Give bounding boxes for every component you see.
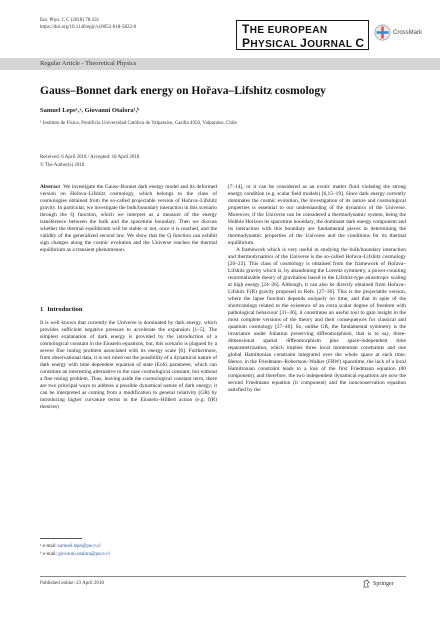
springer-logo (362, 579, 394, 588)
paragraph: A framework which is very useful in studying the bulk/boundary interaction and thermodynamics of the Universe is the so-called Hořava–Lifshitz cosmology [20–23]. This class of cosmology is obtained from the framework of Hořava–Lifshitz gravity which is, by abandoning the Lorentz symmetry, a power-counting renormalizable theory of gravitation based in the Lifshitz-type anisotropic scaling at high energy [24–26]. Although, it can also be directly obtained from Hořava–Lifshitz F(R) gravity proposed in Refs. [27–30]. This is the projectable version, where the lapse function depends uniquely on time, and that in spite of the shortcomings related to the existence of an extra scalar degree of freedom with pathological behaviour [31–36], it constitutes an useful tool to gain insight in the most complete versions of the theory and their consequences for classical and quantum cosmology [37–46]. So, unlike GR, the fundamental symmetry is the invariance under foliation preserving diffeomorphism, that is to say, three-dimensional spatial diffeomorphism plus space-independent time reparametrization, which implies three local momentum constraints and one global Hamiltonian constraint integrated over the whole space at each time. Hence, in the Friedmann–Robertson–Walker (FRW) spacetime, the lack of a local Hamiltonian constraint leads to a loss of the first Friedmann equation (00 component), and therefore, the two independent dynamical equations are now the second Friedmann equation (ii component) and the nonconservation equation satisfied by the (228, 247, 406, 393)
article-type-bar (0, 58, 440, 70)
journal-name-line2: PHYSICAL JOURNAL C (242, 36, 365, 50)
doi-link[interactable]: https://doi.org/10.1140/epjc/s10052-018-5822-0 (40, 25, 137, 30)
footnote-divider (40, 538, 82, 539)
journal-ref (40, 17, 136, 31)
email-link-otalora[interactable]: giovanni.otalora@pucv.cl (58, 552, 110, 557)
springer-horse-icon (362, 579, 371, 588)
footnote-b: ᵇ e-mail: giovanni.otalora@pucv.cl (40, 552, 110, 557)
received-accepted-dates: Received: 6 April 2018 / Accepted: 18 April 2018 (40, 155, 140, 160)
authors: Samuel Lepe¹,ᵃ, Giovanni Otalora¹,ᵇ (40, 107, 140, 114)
section-number: 1 (40, 306, 44, 313)
right-column (228, 184, 406, 394)
section-title: Introduction (47, 306, 83, 313)
published-date: Published online: 23 April 2018 (40, 581, 104, 586)
journal-logo-box (236, 20, 369, 50)
email-link-lepe[interactable]: samuel.lepe@pucv.cl (58, 544, 101, 549)
journal-citation: Eur. Phys. J. C (2018) 78:331 (40, 18, 100, 23)
affiliation: ¹ Instituto de Física, Pontificia Universidad Católica de Valparaíso, Casilla 4950, Valparaíso, Chile (40, 121, 237, 126)
springer-label: Springer (373, 580, 394, 587)
abstract (40, 184, 217, 254)
journal-name-line1: THE EUROPEAN (242, 22, 328, 36)
introduction-text: It is well known that currently the Universe is dominated by dark energy, which provides sufficient negative pressure to accelerate the expansion [1–5]. The simplest explanation of dark energy is provided by the introduction of a cosmological constant in the Einstein equations, but, this scenario is plagued by a severe fine tuning problem associated with its energy scale [6]. Furthermore, from observational data, it is not ruled out the possibility of a dynamical nature of dark energy with time dependent equation of state (EoS) parameter, which can constitute an interesting alternative to the case cosmological constant, but without a fine tuning problem. Thus, leaving aside the cosmological constant term, there are two principal ways to address a possible dynamical nature of dark energy; it can be interpreted as coming from a modification to general relativity (GR) by introducing higher curvature terms in the Einstein–Hilbert action (e.g. f(R) theories) (40, 320, 217, 410)
article-title: Gauss–Bonnet dark energy on Hořava–Lifshitz cosmology (40, 85, 326, 97)
crossmark-label: CrossMark (393, 29, 423, 36)
paragraph: [7–14], or it can be considered as an exotic matter fluid violating the strong energy condition (e.g. scalar field models) [6,15–19]. Since dark energy currently dominates the cosmic evolution, the investigation of its nature and cosmological properties is essential to our understanding of the dynamics of the Universe. Moreover, if the Universe can be considered a thermodynamic system, being the Hubble Horizon its spacetime boundary, the dominant dark energy component and its interaction with this boundary are fundamental pieces in determining the thermodynamic properties of the Universe and the conditions for its thermal equilibrium. (228, 184, 406, 246)
crossmark-icon (374, 24, 391, 41)
copyright: © The Author(s) 2018 (40, 163, 85, 168)
article-type: Regular Article - Theoretical Physics (40, 60, 137, 67)
section-heading-introduction (40, 306, 83, 314)
abstract-label: Abstract (40, 184, 61, 190)
abstract-text: We investigate the Gauss–Bonnet dark energy model and its deformed version on Hořava–Lifshitz cosmology, which belongs to the class of cosmologies obtained from the so-called projectable version of Hořava–Lifshitz gravity. In particular, we investigate the bulk/boundary interaction in this scenario through the Q function, which we interpret as a measure of the energy transference between the bulk and the spacetime boundary. Then we discuss whether the thermal equilibrium will be stable or not, once it is reached, and the validity of the generalized second law. We show that the Q function can exhibit sign changes along the cosmic evolution and the Universe reaches the thermal equilibrium as a transient phenomenon. (40, 184, 217, 253)
crossmark-badge[interactable] (374, 24, 422, 41)
footer-divider (40, 576, 406, 577)
footnote-a: ᵃ e-mail: samuel.lepe@pucv.cl (40, 544, 101, 549)
